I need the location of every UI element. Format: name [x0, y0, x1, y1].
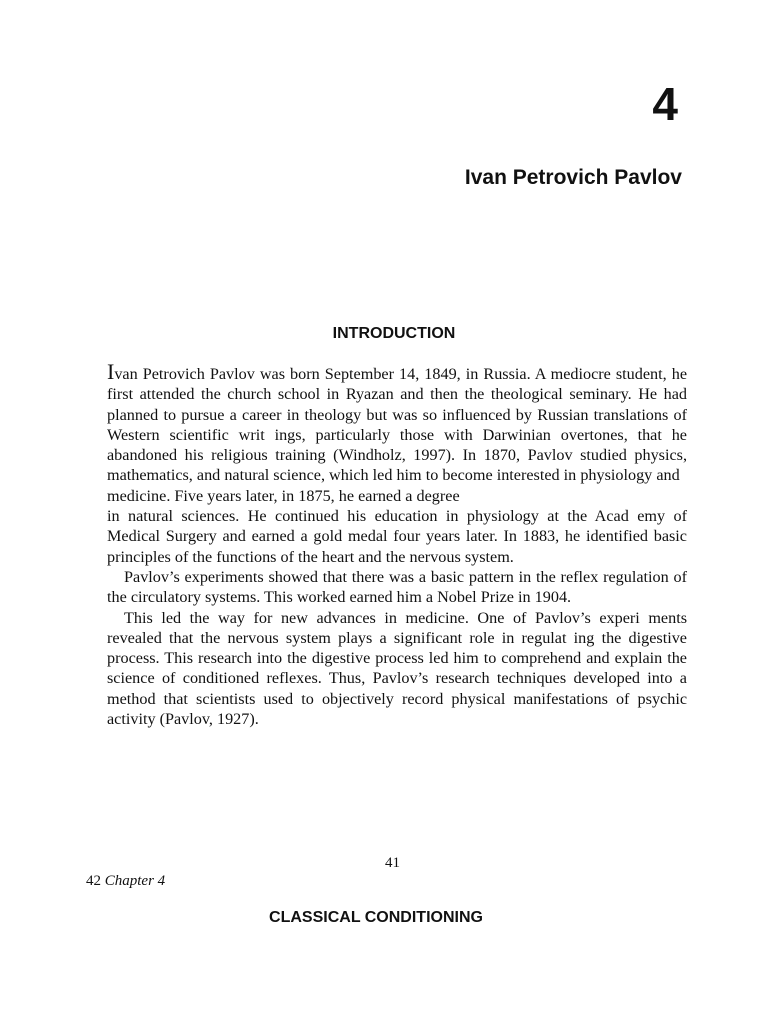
chapter-title: Ivan Petrovich Pavlov	[464, 166, 682, 189]
running-head-chapter: Chapter 4	[104, 873, 166, 889]
paragraph-3: This led the way for new advances in medicine. One of Pavlov’s experi ments revealed that the nervous system plays a significant role in regulat ing the digestive process. This research into the digestive process led him to comprehend and explain the science of conditioned reflexes. Thus, Pavlov’s research techniques developed into a method that scientists used to objectively record physical manifestations of psychic activity (Pavlov, 1927).	[107, 608, 687, 729]
paragraph-1	[107, 359, 687, 486]
section-heading-classical-conditioning: CLASSICAL CONDITIONING	[269, 909, 483, 926]
section-heading-introduction: INTRODUCTION	[332, 325, 456, 342]
paragraph-2: Pavlov’s experiments showed that there was a basic pattern in the reflex regulation of the circulatory systems. This worked earned him a Nobel Prize in 1904.	[107, 567, 687, 607]
introduction-body	[107, 359, 687, 729]
page-number: 41	[385, 855, 400, 871]
running-head	[86, 871, 165, 891]
chapter-number: 4	[652, 78, 678, 130]
paragraph-1-line: medicine. Five years later, in 1875, he earned a degree	[107, 486, 460, 505]
paragraph-1-continued: in natural sciences. He continued his education in physiology at the Acad emy of Medical Surgery and earned a gold medal four years later. In 1883, he identified basic principles of the functions of the heart and the nervous system.	[107, 507, 687, 566]
paragraph-1-text: van Petrovich Pavlov was born September 14, 1849, in Russia. A mediocre student, he first attended the church school in Ryazan and then the theological seminary. He had planned to pursue a career in theology but was so influenced by Russian translations of Western scientific writ ings, particularly those with Darwinian overtones, that he abandoned his religious training (Windholz, 1997). In 1870, Pavlov studied physics, mathematics, and natural science, which led him to become interested in physiology and	[107, 365, 687, 485]
running-head-page: 42	[86, 873, 101, 889]
drop-cap: I	[107, 359, 115, 384]
